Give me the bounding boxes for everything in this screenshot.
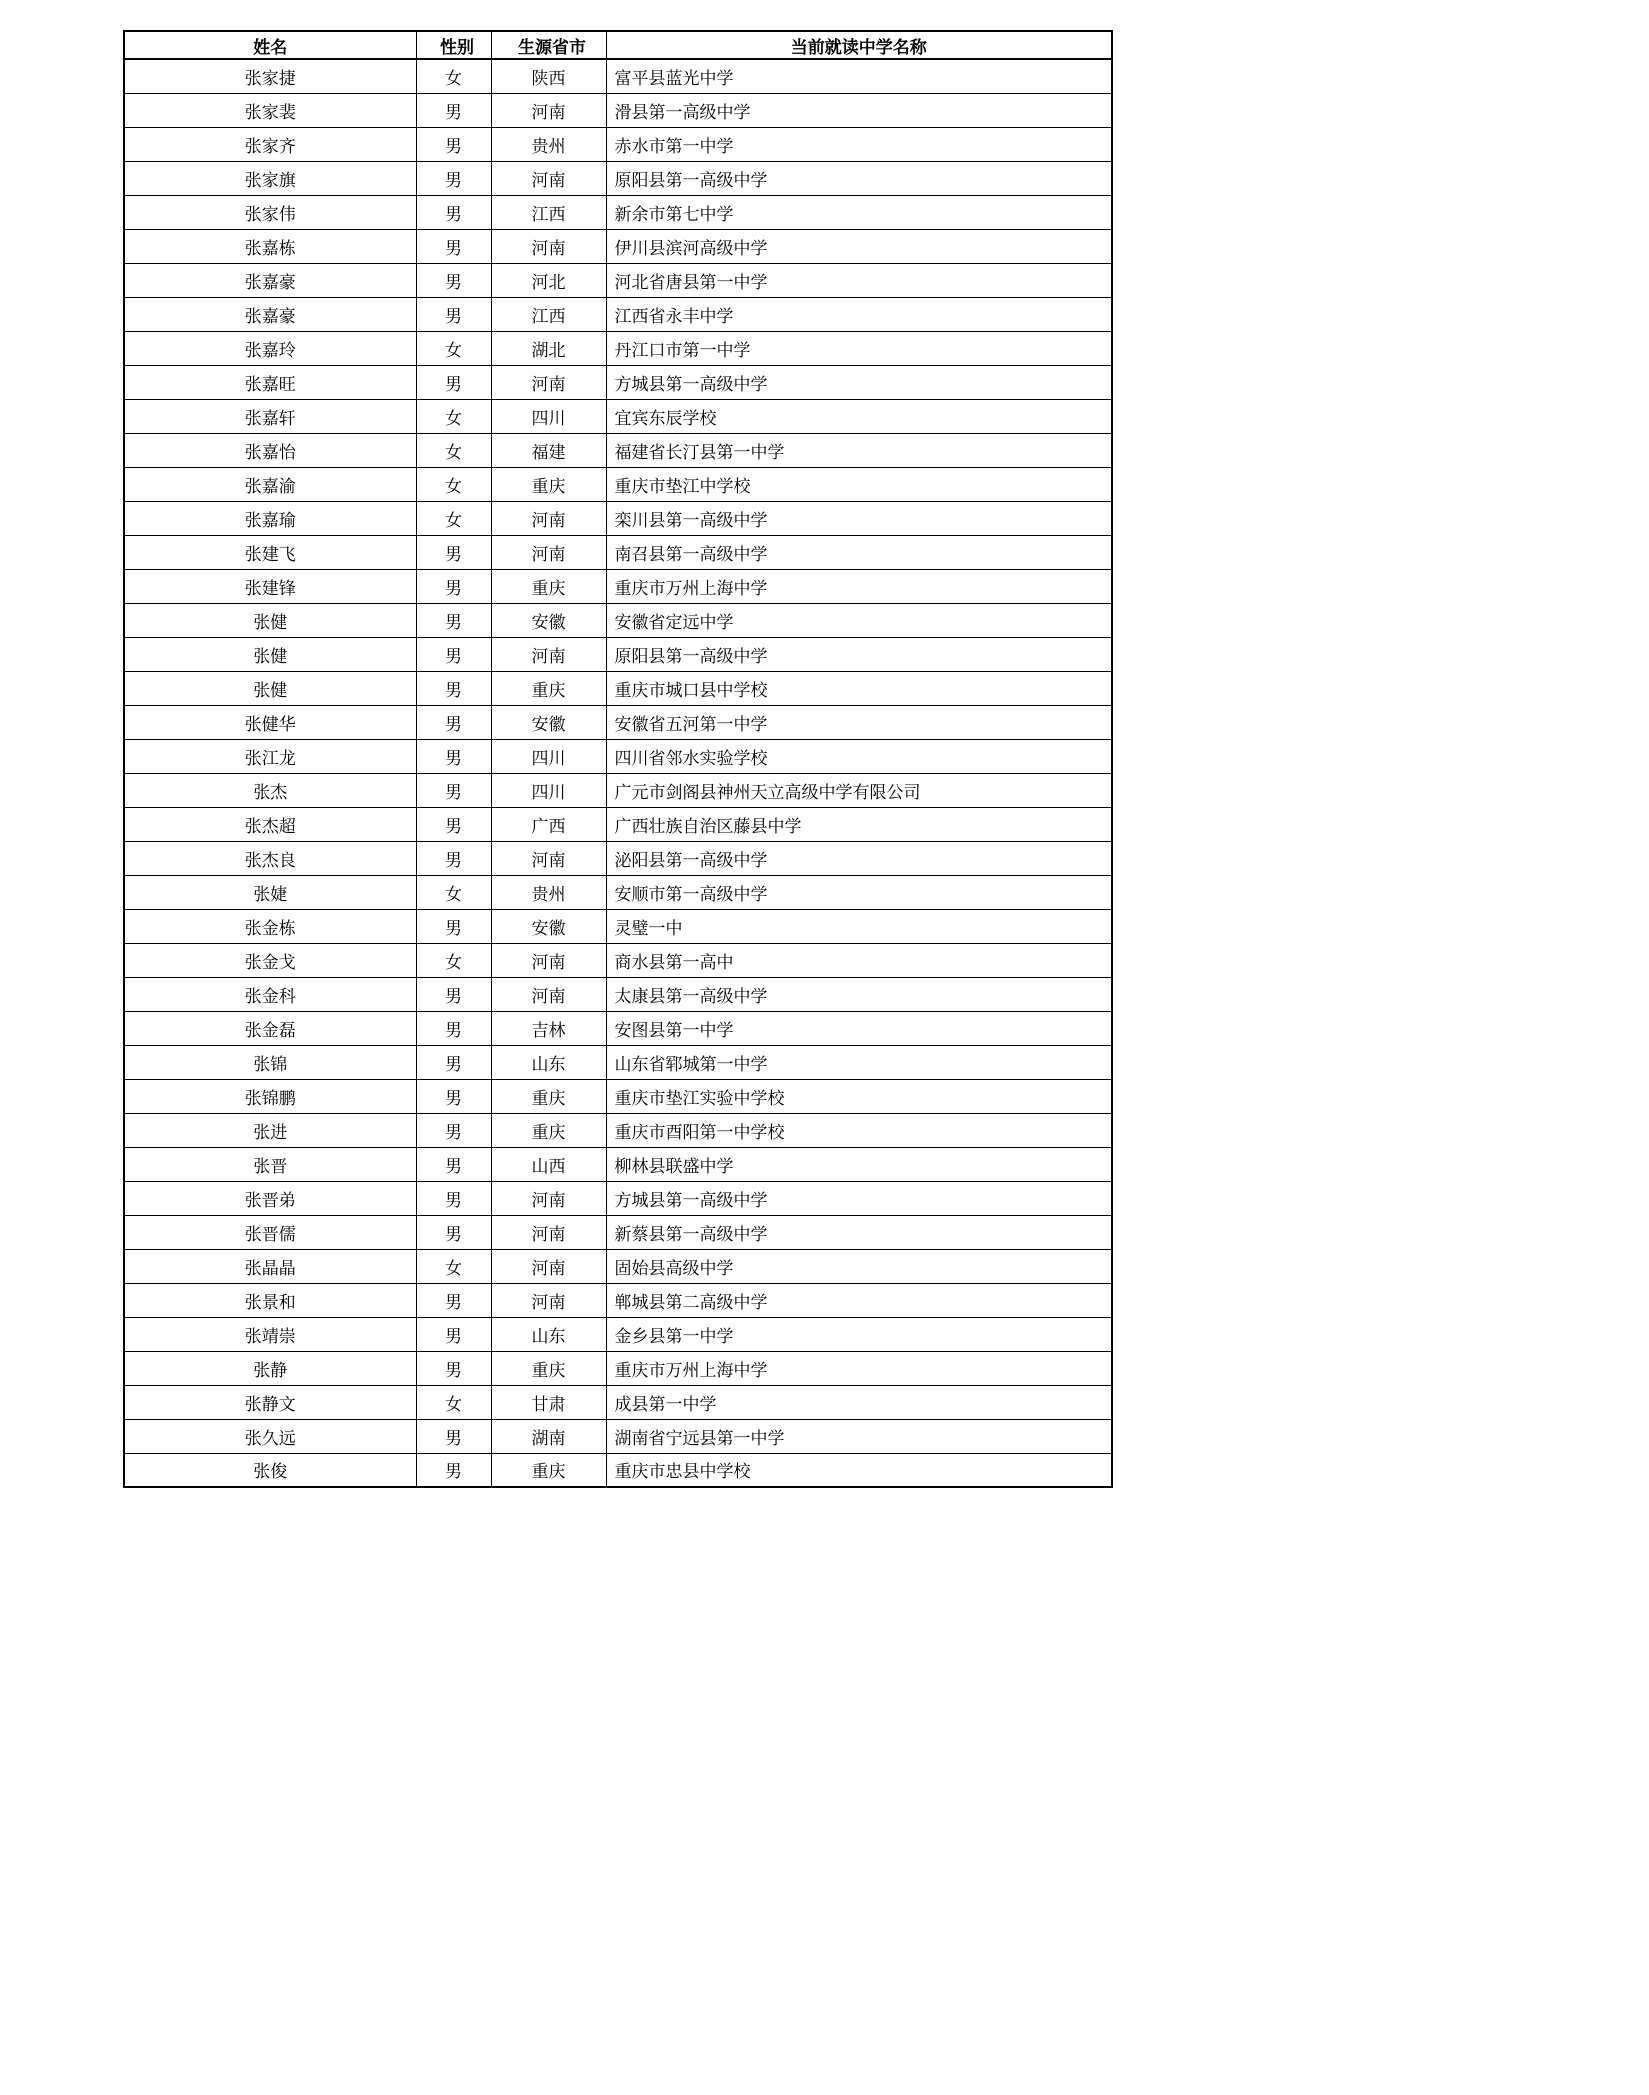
header-name: 姓名	[124, 31, 416, 59]
cell-name: 张杰超	[124, 807, 416, 841]
table-row	[124, 977, 1112, 1011]
cell-school: 重庆市万州上海中学	[606, 569, 1112, 603]
cell-school: 丹江口市第一中学	[606, 331, 1112, 365]
cell-name: 张金科	[124, 977, 416, 1011]
table-row	[124, 1011, 1112, 1045]
cell-province: 重庆	[491, 1453, 606, 1487]
cell-school: 广元市剑阁县神州天立高级中学有限公司	[606, 773, 1112, 807]
cell-name: 张健	[124, 671, 416, 705]
cell-school: 新蔡县第一高级中学	[606, 1215, 1112, 1249]
table-row	[124, 1453, 1112, 1487]
table-row	[124, 739, 1112, 773]
table-row	[124, 841, 1112, 875]
cell-school: 湖南省宁远县第一中学	[606, 1419, 1112, 1453]
cell-province: 河北	[491, 263, 606, 297]
table-row	[124, 93, 1112, 127]
table-row	[124, 535, 1112, 569]
cell-gender: 男	[416, 637, 491, 671]
cell-school: 安徽省定远中学	[606, 603, 1112, 637]
student-roster-table	[123, 30, 1113, 1488]
cell-name: 张健	[124, 603, 416, 637]
cell-school: 广西壮族自治区藤县中学	[606, 807, 1112, 841]
cell-name: 张晋儒	[124, 1215, 416, 1249]
cell-gender: 女	[416, 1249, 491, 1283]
cell-province: 河南	[491, 1215, 606, 1249]
cell-school: 原阳县第一高级中学	[606, 637, 1112, 671]
cell-gender: 男	[416, 909, 491, 943]
cell-gender: 女	[416, 331, 491, 365]
table-row	[124, 943, 1112, 977]
table-row	[124, 1419, 1112, 1453]
cell-province: 河南	[491, 535, 606, 569]
cell-name: 张家裴	[124, 93, 416, 127]
cell-province: 广西	[491, 807, 606, 841]
cell-gender: 男	[416, 1453, 491, 1487]
cell-province: 安徽	[491, 603, 606, 637]
cell-gender: 男	[416, 1419, 491, 1453]
cell-name: 张金戈	[124, 943, 416, 977]
header-province: 生源省市	[491, 31, 606, 59]
cell-province: 甘肃	[491, 1385, 606, 1419]
cell-province: 河南	[491, 1181, 606, 1215]
table-row	[124, 501, 1112, 535]
table-row	[124, 1249, 1112, 1283]
cell-name: 张家伟	[124, 195, 416, 229]
table-row	[124, 297, 1112, 331]
cell-name: 张锦	[124, 1045, 416, 1079]
cell-gender: 男	[416, 977, 491, 1011]
cell-gender: 男	[416, 263, 491, 297]
cell-gender: 女	[416, 467, 491, 501]
cell-name: 张晶晶	[124, 1249, 416, 1283]
cell-school: 成县第一中学	[606, 1385, 1112, 1419]
cell-gender: 女	[416, 1385, 491, 1419]
cell-school: 赤水市第一中学	[606, 127, 1112, 161]
cell-school: 重庆市垫江中学校	[606, 467, 1112, 501]
cell-province: 湖北	[491, 331, 606, 365]
cell-gender: 男	[416, 739, 491, 773]
cell-school: 南召县第一高级中学	[606, 535, 1112, 569]
cell-school: 新余市第七中学	[606, 195, 1112, 229]
cell-gender: 女	[416, 875, 491, 909]
cell-name: 张静文	[124, 1385, 416, 1419]
cell-gender: 男	[416, 1113, 491, 1147]
cell-province: 江西	[491, 195, 606, 229]
header-gender: 性别	[416, 31, 491, 59]
cell-gender: 男	[416, 161, 491, 195]
cell-name: 张健	[124, 637, 416, 671]
cell-name: 张嘉轩	[124, 399, 416, 433]
cell-gender: 男	[416, 535, 491, 569]
cell-gender: 男	[416, 1283, 491, 1317]
table-row	[124, 433, 1112, 467]
cell-gender: 男	[416, 297, 491, 331]
header-school: 当前就读中学名称	[606, 31, 1112, 59]
cell-name: 张嘉玲	[124, 331, 416, 365]
cell-province: 河南	[491, 1283, 606, 1317]
cell-name: 张金磊	[124, 1011, 416, 1045]
cell-name: 张景和	[124, 1283, 416, 1317]
cell-gender: 男	[416, 229, 491, 263]
table-row	[124, 1317, 1112, 1351]
cell-gender: 男	[416, 841, 491, 875]
cell-name: 张俊	[124, 1453, 416, 1487]
table-row	[124, 1181, 1112, 1215]
table-row	[124, 399, 1112, 433]
cell-province: 河南	[491, 977, 606, 1011]
cell-province: 吉林	[491, 1011, 606, 1045]
cell-province: 江西	[491, 297, 606, 331]
cell-province: 河南	[491, 943, 606, 977]
cell-province: 重庆	[491, 569, 606, 603]
cell-name: 张进	[124, 1113, 416, 1147]
cell-gender: 男	[416, 1079, 491, 1113]
cell-province: 重庆	[491, 467, 606, 501]
cell-gender: 男	[416, 195, 491, 229]
cell-school: 福建省长汀县第一中学	[606, 433, 1112, 467]
cell-gender: 男	[416, 1045, 491, 1079]
cell-gender: 女	[416, 943, 491, 977]
table-row	[124, 1113, 1112, 1147]
cell-province: 河南	[491, 1249, 606, 1283]
cell-name: 张建锋	[124, 569, 416, 603]
table-row	[124, 1045, 1112, 1079]
cell-name: 张家旗	[124, 161, 416, 195]
cell-province: 重庆	[491, 671, 606, 705]
cell-province: 重庆	[491, 1351, 606, 1385]
table-header	[124, 31, 1112, 59]
table-row	[124, 807, 1112, 841]
cell-name: 张杰良	[124, 841, 416, 875]
cell-school: 栾川县第一高级中学	[606, 501, 1112, 535]
cell-gender: 男	[416, 1215, 491, 1249]
cell-name: 张嘉瑜	[124, 501, 416, 535]
cell-gender: 男	[416, 1317, 491, 1351]
cell-gender: 男	[416, 1147, 491, 1181]
cell-province: 福建	[491, 433, 606, 467]
cell-province: 山东	[491, 1317, 606, 1351]
table-row	[124, 1079, 1112, 1113]
cell-province: 山西	[491, 1147, 606, 1181]
table-row	[124, 195, 1112, 229]
cell-school: 方城县第一高级中学	[606, 365, 1112, 399]
table-row	[124, 59, 1112, 93]
table-row	[124, 603, 1112, 637]
cell-school: 重庆市万州上海中学	[606, 1351, 1112, 1385]
cell-gender: 男	[416, 1181, 491, 1215]
table-row	[124, 909, 1112, 943]
table-row	[124, 1147, 1112, 1181]
cell-school: 安顺市第一高级中学	[606, 875, 1112, 909]
cell-school: 固始县高级中学	[606, 1249, 1112, 1283]
cell-school: 重庆市城口县中学校	[606, 671, 1112, 705]
cell-gender: 男	[416, 569, 491, 603]
cell-school: 灵璧一中	[606, 909, 1112, 943]
cell-name: 张静	[124, 1351, 416, 1385]
cell-name: 张杰	[124, 773, 416, 807]
cell-name: 张家捷	[124, 59, 416, 93]
cell-school: 安徽省五河第一中学	[606, 705, 1112, 739]
table-row	[124, 331, 1112, 365]
cell-province: 重庆	[491, 1079, 606, 1113]
cell-school: 商水县第一高中	[606, 943, 1112, 977]
cell-name: 张嘉豪	[124, 297, 416, 331]
header-row	[124, 31, 1112, 59]
cell-school: 河北省唐县第一中学	[606, 263, 1112, 297]
cell-school: 江西省永丰中学	[606, 297, 1112, 331]
table-row	[124, 127, 1112, 161]
cell-gender: 男	[416, 671, 491, 705]
cell-gender: 男	[416, 773, 491, 807]
cell-province: 河南	[491, 841, 606, 875]
table-row	[124, 1351, 1112, 1385]
cell-gender: 男	[416, 1011, 491, 1045]
cell-school: 方城县第一高级中学	[606, 1181, 1112, 1215]
cell-gender: 女	[416, 433, 491, 467]
cell-name: 张晋弟	[124, 1181, 416, 1215]
cell-province: 山东	[491, 1045, 606, 1079]
cell-name: 张嘉渝	[124, 467, 416, 501]
cell-name: 张晋	[124, 1147, 416, 1181]
cell-gender: 男	[416, 127, 491, 161]
cell-school: 郸城县第二高级中学	[606, 1283, 1112, 1317]
cell-province: 贵州	[491, 127, 606, 161]
cell-province: 安徽	[491, 909, 606, 943]
cell-province: 河南	[491, 161, 606, 195]
cell-gender: 女	[416, 399, 491, 433]
cell-province: 贵州	[491, 875, 606, 909]
table-row	[124, 705, 1112, 739]
cell-name: 张嘉旺	[124, 365, 416, 399]
table-row	[124, 773, 1112, 807]
cell-school: 太康县第一高级中学	[606, 977, 1112, 1011]
cell-gender: 男	[416, 705, 491, 739]
cell-name: 张家齐	[124, 127, 416, 161]
cell-province: 陕西	[491, 59, 606, 93]
table-row	[124, 263, 1112, 297]
cell-name: 张锦鹏	[124, 1079, 416, 1113]
cell-school: 滑县第一高级中学	[606, 93, 1112, 127]
cell-name: 张健华	[124, 705, 416, 739]
cell-province: 四川	[491, 739, 606, 773]
cell-gender: 男	[416, 93, 491, 127]
cell-school: 重庆市垫江实验中学校	[606, 1079, 1112, 1113]
cell-province: 安徽	[491, 705, 606, 739]
cell-school: 宜宾东辰学校	[606, 399, 1112, 433]
cell-province: 四川	[491, 773, 606, 807]
cell-gender: 男	[416, 807, 491, 841]
table-row	[124, 1385, 1112, 1419]
cell-gender: 男	[416, 1351, 491, 1385]
table-row	[124, 1283, 1112, 1317]
cell-school: 金乡县第一中学	[606, 1317, 1112, 1351]
cell-school: 重庆市酉阳第一中学校	[606, 1113, 1112, 1147]
cell-gender: 女	[416, 501, 491, 535]
cell-name: 张江龙	[124, 739, 416, 773]
cell-school: 富平县蓝光中学	[606, 59, 1112, 93]
table-row	[124, 467, 1112, 501]
cell-province: 四川	[491, 399, 606, 433]
cell-gender: 男	[416, 365, 491, 399]
cell-province: 河南	[491, 93, 606, 127]
cell-name: 张婕	[124, 875, 416, 909]
cell-school: 泌阳县第一高级中学	[606, 841, 1112, 875]
cell-name: 张建飞	[124, 535, 416, 569]
cell-name: 张金栋	[124, 909, 416, 943]
cell-province: 湖南	[491, 1419, 606, 1453]
cell-name: 张久远	[124, 1419, 416, 1453]
cell-school: 原阳县第一高级中学	[606, 161, 1112, 195]
table-row	[124, 365, 1112, 399]
cell-gender: 女	[416, 59, 491, 93]
cell-province: 河南	[491, 229, 606, 263]
cell-school: 四川省邻水实验学校	[606, 739, 1112, 773]
cell-province: 重庆	[491, 1113, 606, 1147]
cell-name: 张嘉豪	[124, 263, 416, 297]
cell-school: 柳林县联盛中学	[606, 1147, 1112, 1181]
table-row	[124, 671, 1112, 705]
table-row	[124, 229, 1112, 263]
cell-name: 张嘉怡	[124, 433, 416, 467]
cell-school: 山东省郓城第一中学	[606, 1045, 1112, 1079]
cell-name: 张靖崇	[124, 1317, 416, 1351]
table-row	[124, 161, 1112, 195]
table-row	[124, 569, 1112, 603]
cell-school: 伊川县滨河高级中学	[606, 229, 1112, 263]
cell-school: 重庆市忠县中学校	[606, 1453, 1112, 1487]
cell-gender: 男	[416, 603, 491, 637]
table-row	[124, 637, 1112, 671]
table-row	[124, 875, 1112, 909]
cell-province: 河南	[491, 501, 606, 535]
cell-province: 河南	[491, 365, 606, 399]
table-body	[124, 59, 1112, 1487]
cell-province: 河南	[491, 637, 606, 671]
table-row	[124, 1215, 1112, 1249]
cell-school: 安图县第一中学	[606, 1011, 1112, 1045]
cell-name: 张嘉栋	[124, 229, 416, 263]
